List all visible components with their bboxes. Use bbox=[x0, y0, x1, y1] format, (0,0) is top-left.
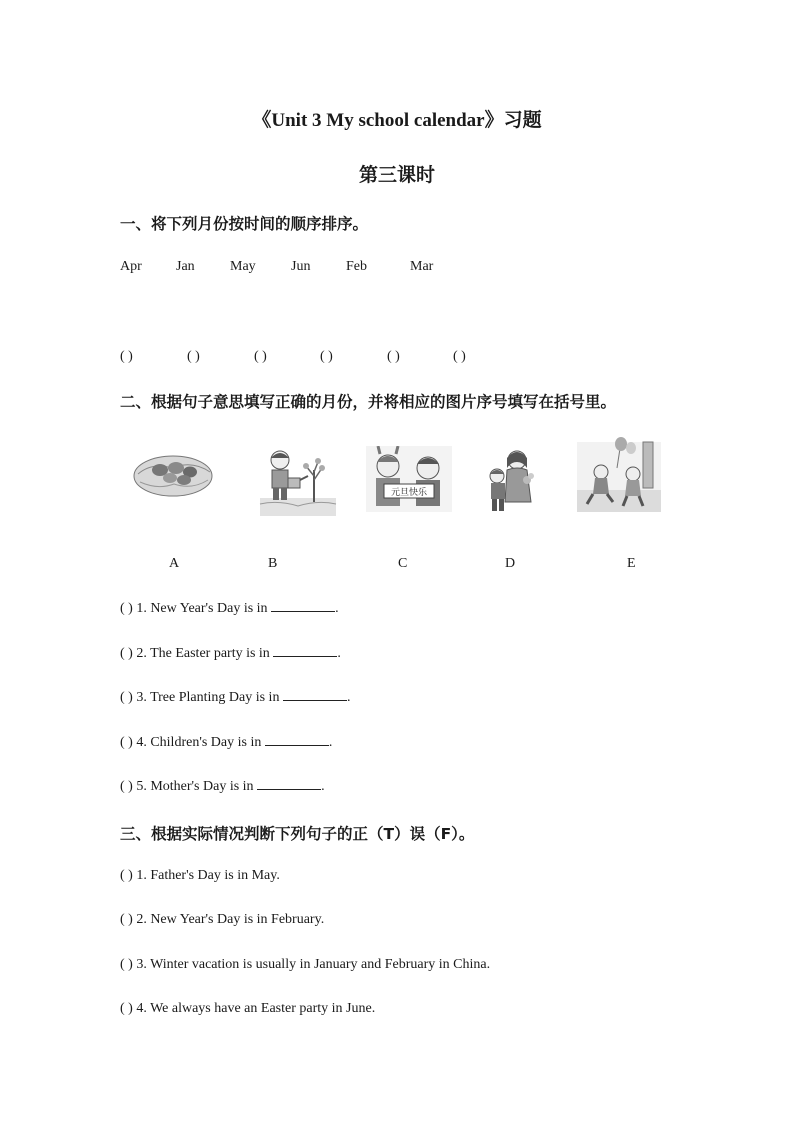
childrens-day-picture bbox=[577, 434, 661, 512]
picture-label-b: B bbox=[268, 556, 278, 571]
fill-question-text: ( ) 5. Mother's Day is in bbox=[120, 779, 258, 794]
period: . bbox=[321, 779, 325, 794]
answer-paren-3[interactable]: ( ) bbox=[254, 349, 267, 364]
period: . bbox=[335, 601, 339, 616]
picture-label-d: D bbox=[505, 556, 516, 571]
answer-blank[interactable] bbox=[273, 645, 337, 657]
month-3: May bbox=[230, 259, 256, 274]
answer-paren-2[interactable]: ( ) bbox=[187, 349, 200, 364]
answer-blank[interactable] bbox=[257, 778, 321, 790]
answer-paren-5[interactable]: ( ) bbox=[387, 349, 400, 364]
banner-text: 元旦快乐 bbox=[390, 488, 428, 498]
true-false-question-4: ( ) 4. We always have an Easter party in June. bbox=[120, 1001, 376, 1016]
true-false-question-1: ( ) 1. Father's Day is in May. bbox=[120, 868, 280, 883]
section3-heading: 三、根据实际情况判断下列句子的正（T）误（F）。 bbox=[120, 825, 475, 843]
answer-blank[interactable] bbox=[265, 734, 329, 746]
month-6: Mar bbox=[410, 259, 434, 274]
easter-eggs-nest-picture bbox=[132, 440, 214, 502]
answer-paren-1[interactable]: ( ) bbox=[120, 349, 133, 364]
lesson-subtitle: 第三课时 bbox=[358, 164, 435, 186]
fill-question-text: ( ) 3. Tree Planting Day is in bbox=[120, 690, 283, 705]
month-2: Jan bbox=[176, 259, 195, 274]
mothers-day-picture bbox=[483, 446, 539, 516]
fill-question-4 bbox=[120, 734, 332, 751]
picture-label-e: E bbox=[627, 556, 636, 571]
picture-label-c: C bbox=[398, 556, 408, 571]
picture-label-a: A bbox=[169, 556, 180, 571]
month-1: Apr bbox=[120, 259, 142, 274]
fill-question-text: ( ) 1. New Year's Day is in bbox=[120, 601, 272, 616]
section2-heading: 二、根据句子意思填写正确的月份，并将相应的图片序号填写在括号里。 bbox=[120, 393, 617, 411]
true-false-question-3: ( ) 3. Winter vacation is usually in January and February in China. bbox=[120, 957, 491, 972]
month-5: Feb bbox=[346, 259, 367, 274]
fill-question-3 bbox=[120, 689, 350, 706]
fill-question-2 bbox=[120, 645, 341, 662]
answer-blank[interactable] bbox=[271, 600, 335, 612]
answer-paren-4[interactable]: ( ) bbox=[320, 349, 333, 364]
fill-question-text: ( ) 4. Children's Day is in bbox=[120, 735, 265, 750]
fill-question-1 bbox=[120, 600, 339, 617]
fill-question-5 bbox=[120, 778, 325, 795]
true-false-question-2: ( ) 2. New Year's Day is in February. bbox=[120, 912, 325, 927]
new-year-picture bbox=[366, 446, 452, 512]
document-title: 《Unit 3 My school calendar》习题 bbox=[252, 110, 542, 131]
tree-planting-picture bbox=[258, 446, 338, 518]
fill-question-text: ( ) 2. The Easter party is in bbox=[120, 646, 274, 661]
period: . bbox=[337, 646, 341, 661]
period: . bbox=[328, 735, 333, 750]
month-4: Jun bbox=[291, 259, 311, 274]
answer-blank[interactable] bbox=[283, 689, 347, 701]
section1-heading: 一、将下列月份按时间的顺序排序。 bbox=[120, 215, 369, 233]
period: . bbox=[346, 690, 351, 705]
answer-paren-6[interactable]: ( ) bbox=[453, 349, 466, 364]
